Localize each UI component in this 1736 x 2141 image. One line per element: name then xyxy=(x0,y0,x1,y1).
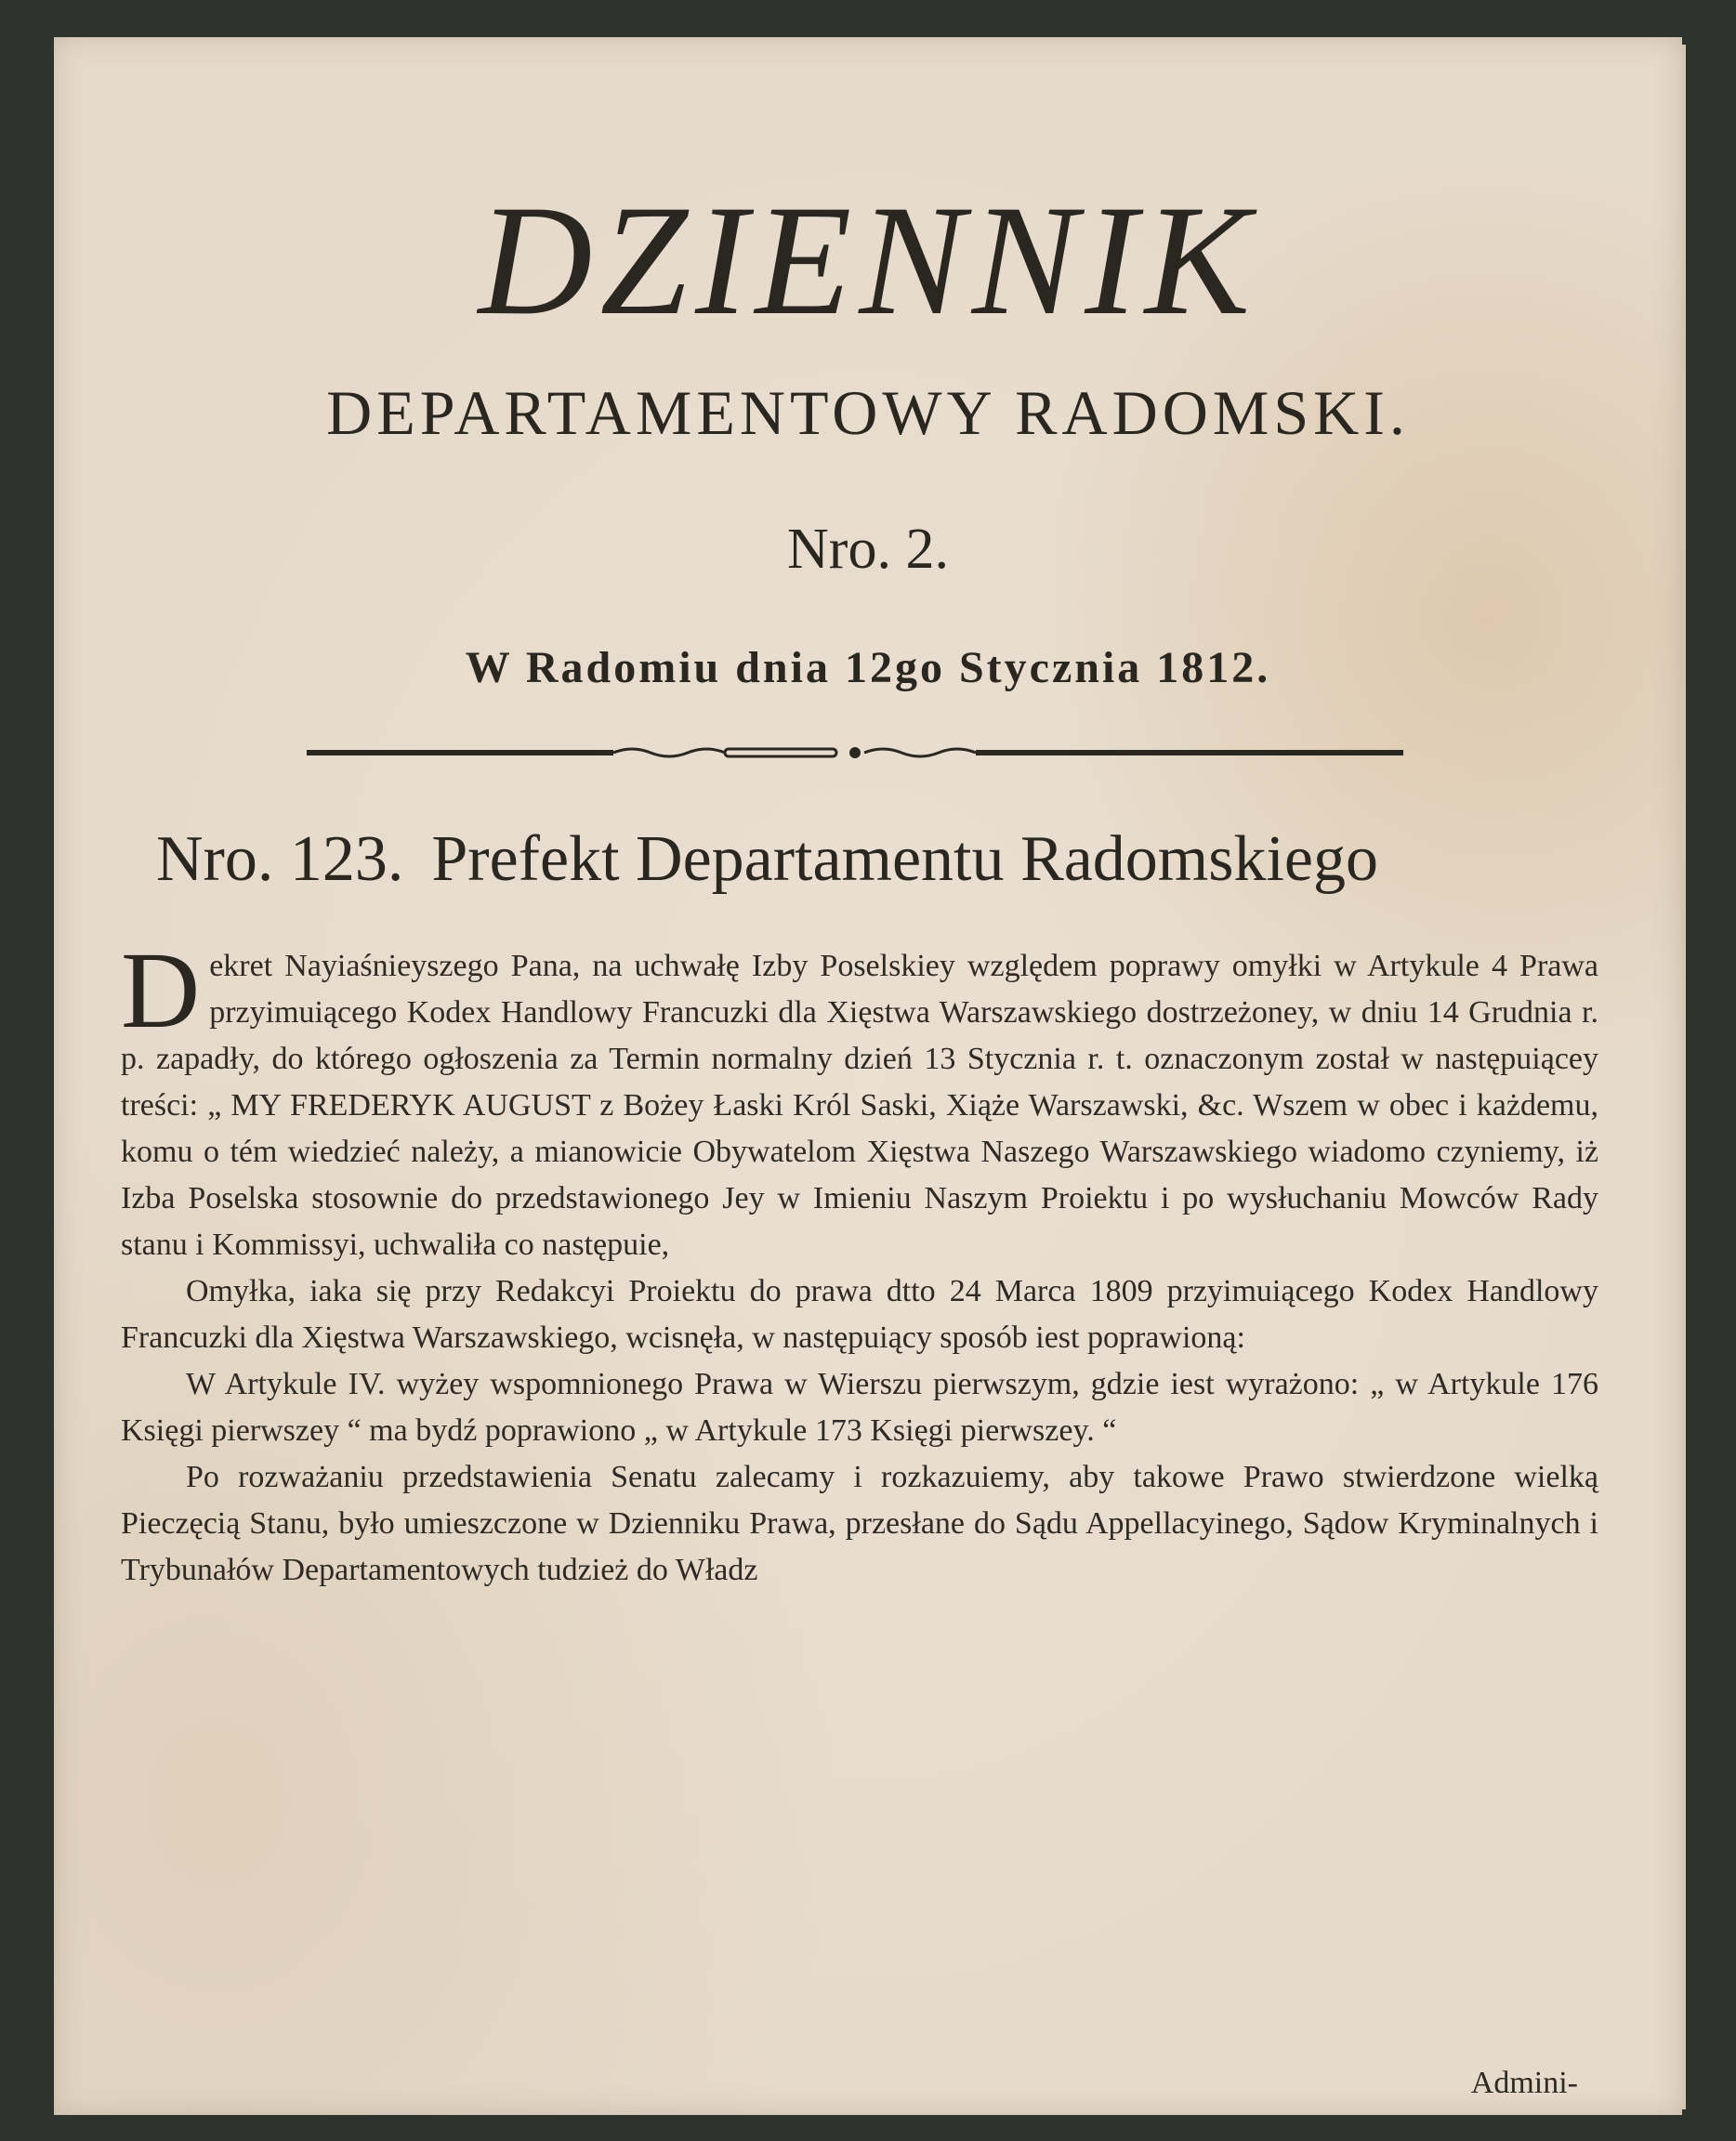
document-page xyxy=(54,37,1682,2115)
masthead-title: DZIENNIK xyxy=(478,173,1258,348)
section-number: Nro. 123. xyxy=(156,823,404,895)
section-heading xyxy=(156,823,1606,895)
paragraph-2: Omyłka, iaka się przy Redakcyi Proiektu do prawa dtto 24 Marca 1809 przyimuiącego Kodex Handlowy Francuzki dla Xięstwa Warszawskiego, wcisnęła, w następuiący sposób iest poprawioną: xyxy=(121,1274,1598,1355)
paragraph-3: W Artykule IV. wyżey wspomnionego Prawa w Wierszu pierwszym, gdzie iest wyrażono: „ w Artykule 176 Księgi pierwszey “ ma bydź poprawiono „ w Artykule 173 Księgi pierwszey. “ xyxy=(121,1367,1598,1448)
issue-number: Nro. 2. xyxy=(787,518,949,581)
paragraph-1-text: ekret Nayiaśnieyszego Pana, na uchwałę Izby Poselskiey względem poprawy omyłki w Artykule 4 Prawa przyimuiącego Kodex Handlowy Francuzki dla Xięstwa Warszawskiego dostrzeżoney, w dniu 14 Grudnia r. p. zapadły, do którego ogłoszenia za Termin normalny dzień 13 Stycznia r. t. oznaczonym został w następuiącey treści: „ MY FREDERYK AUGUST z Bożey Łaski Król Saski, Xiąże Warszawski, &c. Wszem w obec i każdemu, komu o tém wiedzieć należy, a mianowicie Obywatelom Xięstwa Naszego Warszawskiego wiadomo czyniemy, iż Izba Poselska stosownie do przedstawionego Jey w Imieniu Naszym Proiektu i po wysłuchaniu Mowców Rady stanu i Kommissyi, uchwaliła co następuie, xyxy=(121,949,1598,1262)
catchword: Admini- xyxy=(1470,2066,1578,2100)
masthead-subtitle: DEPARTAMENTOWY RADOMSKI. xyxy=(326,377,1410,448)
dateline: W Radomiu dnia 12go Stycznia 1812. xyxy=(465,643,1271,692)
paragraph-4: Po rozważaniu przedstawienia Senatu zalecamy i rozkazuiemy, aby takowe Prawo stwierdzone wielką Pieczęcią Stanu, było umieszczone w Dzienniku Prawa, przesłane do Sądu Appellacyinego, Sądow Kryminalnych i Trybunałów Departamentowych tudzież do Władz xyxy=(121,1460,1598,1587)
drop-cap: D xyxy=(121,929,201,1051)
paragraph-1 xyxy=(121,929,1598,1268)
document-body xyxy=(121,929,1598,1594)
section-title: Prefekt Departamentu Radomskiego xyxy=(431,823,1378,895)
ornamental-rule xyxy=(307,743,1403,762)
